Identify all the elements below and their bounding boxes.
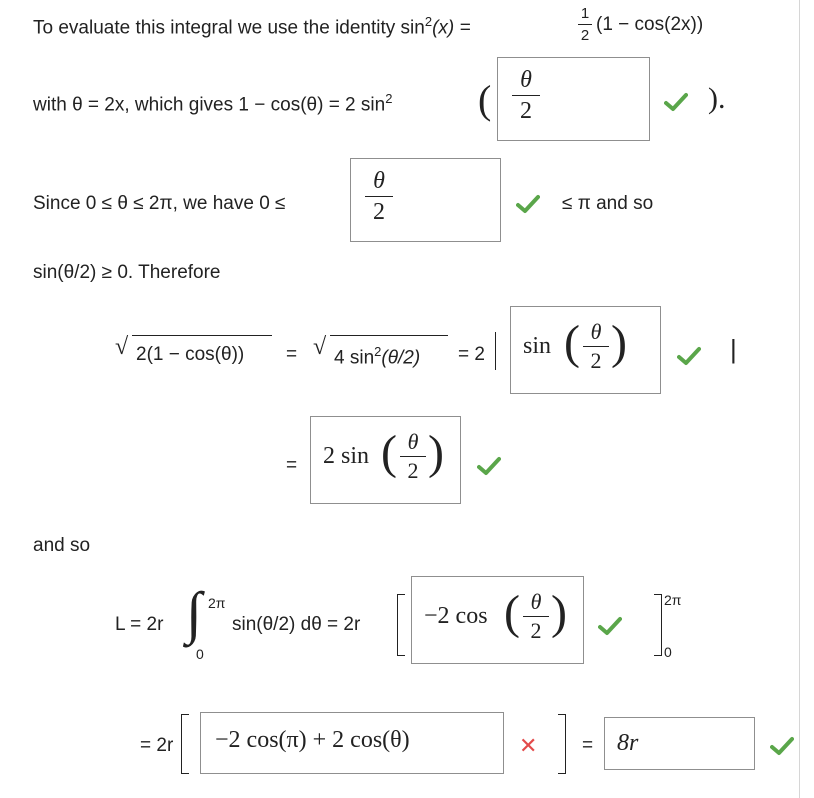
answer-expression: −2 cos(π) + 2 cos(θ)	[215, 727, 410, 753]
range-sentence: Since 0 ≤ θ ≤ 2π, we have 0 ≤	[33, 193, 286, 214]
close-paren-period: ).	[708, 82, 726, 115]
integral-lower-limit: 0	[196, 646, 204, 662]
identity-tail: (1 − cos(2x))	[596, 14, 704, 35]
and-so-text: and so	[33, 535, 91, 556]
right-edge-rule	[799, 0, 800, 798]
open-paren: (	[381, 426, 397, 479]
answer-box-evaluation[interactable]	[200, 712, 504, 774]
answer-fn: sin	[523, 333, 552, 359]
sqrt-mid: 4 $\sin^2(\theta/2)$	[334, 344, 421, 369]
sqrt-bar	[330, 335, 448, 336]
check-icon	[516, 194, 540, 214]
answer-fraction: θ 2	[583, 321, 609, 372]
answer-box-antiderivative[interactable]	[411, 576, 584, 664]
sqrt-lhs: 2(1 − cos(θ))	[136, 344, 245, 365]
cross-icon: ✕	[519, 733, 538, 758]
close-paren: )	[611, 316, 627, 369]
answer-box-range[interactable]	[350, 158, 501, 242]
answer-fn: 2 sin	[323, 443, 370, 469]
answer-fraction: θ 2	[365, 169, 393, 224]
answer-fraction: θ 2	[400, 431, 426, 482]
sign-sentence: sin(θ/2) ≥ 0. Therefore	[33, 262, 221, 283]
check-icon	[677, 346, 701, 366]
eval-lower-limit: 0	[664, 644, 672, 660]
answer-box-two-sin[interactable]	[310, 416, 461, 504]
arc-length-lhs: L = 2r	[115, 614, 164, 635]
eval-upper-limit: 2π	[664, 592, 682, 608]
abs-bar-left	[495, 332, 496, 370]
bracket-left	[181, 714, 189, 774]
identity-sentence: To evaluate this integral we use the identity $\sin^2(x)$ =	[33, 14, 471, 39]
integrand: sin(θ/2) dθ = 2r	[232, 614, 361, 635]
check-icon	[477, 456, 501, 476]
sqrt-sign: √	[313, 334, 327, 360]
answer-box-abs-sin[interactable]	[510, 306, 661, 394]
equals-two-r: = 2r	[140, 735, 174, 756]
bracket-left	[397, 594, 405, 656]
one-half-fraction: 1 2	[578, 6, 592, 43]
equals-sign: =	[286, 455, 298, 476]
integral-upper-limit: 2π	[208, 595, 226, 611]
sqrt-sign: √	[115, 334, 129, 360]
answer-fraction: θ 2	[523, 591, 549, 642]
equals-sign: =	[582, 735, 594, 756]
open-paren: (	[478, 77, 492, 122]
sqrt-bar	[132, 335, 272, 336]
equals-two: = 2	[458, 344, 485, 365]
close-paren: )	[428, 426, 444, 479]
check-icon	[770, 736, 794, 756]
final-answer-input[interactable]	[604, 717, 755, 770]
answer-fn: −2 cos	[424, 603, 488, 629]
answer-fraction: θ 2	[512, 68, 540, 123]
range-tail: ≤ π and so	[562, 193, 654, 214]
check-icon	[664, 92, 688, 112]
final-answer-value: 8r	[617, 730, 639, 756]
open-paren: (	[564, 316, 580, 369]
bracket-right	[654, 594, 662, 656]
answer-box-half-angle[interactable]	[497, 57, 650, 141]
check-icon	[598, 616, 622, 636]
integral-sign: ∫	[186, 580, 202, 645]
abs-bar-right: |	[730, 334, 737, 364]
equals-sign: =	[286, 344, 298, 365]
substitution-sentence: with θ = 2x, which gives 1 − cos(θ) = 2 $\sin^2$	[33, 91, 393, 116]
close-paren: )	[551, 586, 567, 639]
open-paren: (	[504, 586, 520, 639]
bracket-right	[558, 714, 566, 774]
